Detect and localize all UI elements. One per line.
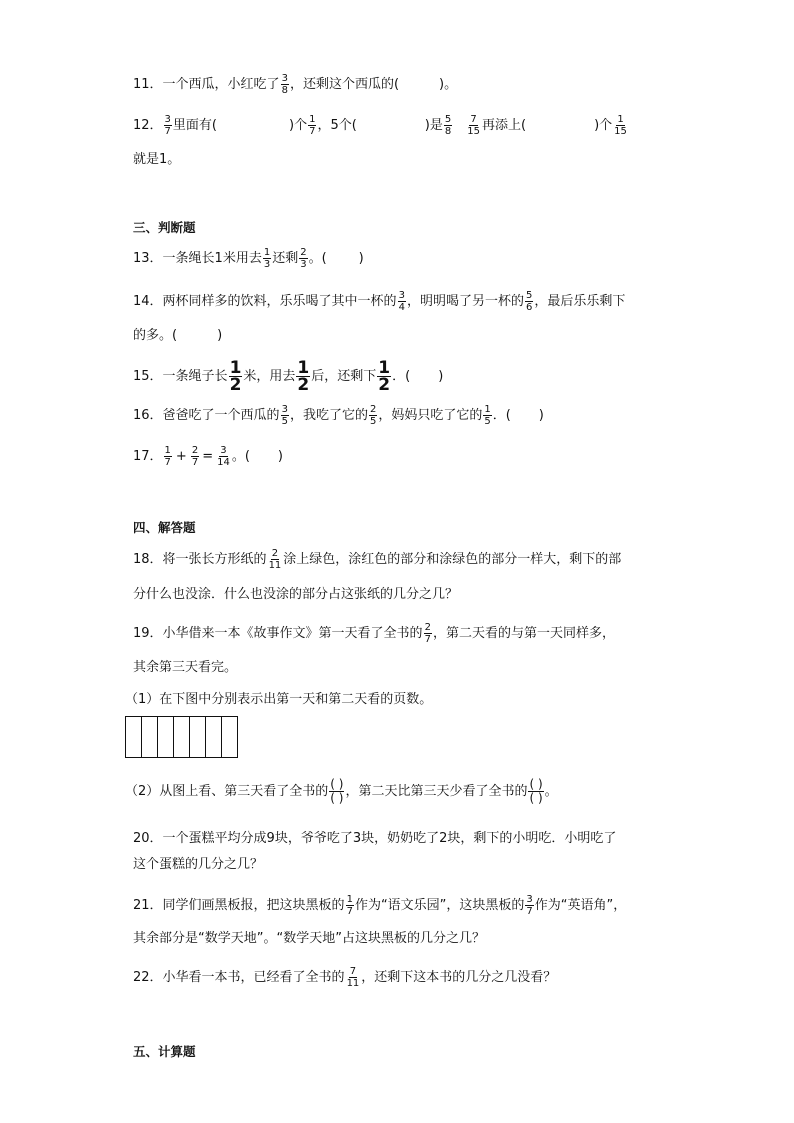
question-18: 18．将一张长方形纸的 $\frac{2}{11}$ 涂上绿色，涂红色的部分和涂绿色的部分一样大，剩下的部 [133, 548, 622, 571]
fraction: $\frac{1}{7}$ [164, 445, 171, 468]
question-18-continued: 分什么也没涂．什么也没涂的部分占这张纸的几分之几？ [133, 587, 459, 602]
fraction: $\frac{3}{7}$ [164, 114, 171, 137]
fraction: $\frac{2}{11}$ [268, 548, 282, 571]
fraction: $\frac{5}{6}$ [525, 290, 533, 313]
question-12 [133, 114, 629, 137]
question-text: )个 [289, 118, 308, 133]
question-text: 一个西瓜，小红吃了 [162, 77, 280, 92]
fraction: $\frac{2}{7}$ [424, 622, 431, 645]
fraction: $\frac{1}{2}$ [297, 358, 310, 395]
bar-segment[interactable] [190, 717, 206, 757]
bar-diagram[interactable] [125, 716, 238, 758]
fraction: $\frac{1}{7}$ [309, 114, 316, 137]
question-19-part-1: （1）在下图中分别表示出第一天和第二天看的页数。 [125, 692, 433, 707]
question-21-continued: 其余部分是“数学天地”。“数学天地”占这块黑板的几分之几？ [133, 931, 485, 946]
question-text: )。 [439, 77, 458, 92]
section-heading-judgment: 三、判断题 [133, 220, 196, 235]
question-20: 20．一个蛋糕平均分成9块，爷爷吃了3块，奶奶吃了2块，剩下的小明吃．小明吃了 [133, 831, 617, 846]
question-14-continued: 的多。( ) [133, 328, 223, 343]
fraction: $\frac{1}{15}$ [614, 114, 627, 137]
fraction: $\frac{3}{4}$ [398, 290, 405, 313]
fraction: $\frac{1}{7}$ [346, 894, 353, 917]
fraction-blank[interactable]: $\frac{( )}{( )}$ [330, 777, 344, 805]
question-text: )个 [594, 118, 613, 133]
question-21: 21．同学们画黑板报，把这块黑板的 $\frac{1}{7}$ 作为“语文乐园”，这块黑板的 $\frac{3}{7}$ 作为“英语角”， [133, 894, 627, 917]
question-number: 11． [133, 77, 163, 92]
fraction: $\frac{1}{2}$ [229, 358, 242, 395]
bar-segment[interactable] [126, 717, 142, 757]
fraction: $\frac{1}{2}$ [378, 358, 391, 395]
fraction: $\frac{2}{7}$ [191, 445, 199, 468]
question-text: ，5个( [317, 118, 357, 133]
question-15: 15．一条绳子长 $\frac{1}{2}$ 米，用去 $\frac{1}{2}$ 后，还剩下 $\frac{1}{2}$ ．( ) [133, 358, 444, 395]
question-text: ，还剩这个西瓜的( [289, 77, 400, 92]
question-text: 再添上( [481, 118, 527, 133]
section-heading-answer: 四、解答题 [133, 520, 196, 535]
question-number: 12． [133, 118, 163, 133]
question-text: 里面有( [172, 118, 217, 133]
question-13: 13．一条绳长1米用去 $\frac{1}{3}$ 还剩 $\frac{2}{3}$ 。( ) [133, 247, 364, 270]
question-20-continued: 这个蛋糕的几分之几？ [133, 857, 264, 872]
fraction: $\frac{2}{3}$ [300, 247, 307, 270]
bar-segment[interactable] [206, 717, 222, 757]
question-text: )是 [424, 118, 443, 133]
fraction: $\frac{1}{3}$ [263, 247, 271, 270]
fraction: $\frac{5}{8}$ [444, 114, 452, 137]
bar-segment[interactable] [174, 717, 190, 757]
fraction: $\frac{3}{7}$ [526, 894, 533, 917]
fraction: $\frac{7}{15}$ [467, 114, 480, 137]
bar-segment[interactable] [222, 717, 237, 757]
fraction-blank[interactable]: $\frac{( )}{( )}$ [529, 777, 543, 805]
question-22: 22．小华看一本书，已经看了全书的 $\frac{7}{11}$ ，还剩下这本书的几分之几没看？ [133, 966, 557, 989]
question-19-continued: 其余第三天看完。 [133, 660, 238, 675]
fraction: $\frac{3}{14}$ [217, 445, 230, 468]
question-16: 16．爸爸吃了一个西瓜的 $\frac{3}{5}$ ，我吃了它的 $\frac{2}{5}$ ，妈妈只吃了它的 $\frac{1}{5}$ ．( ) [133, 404, 544, 427]
fraction: $\frac{2}{5}$ [369, 404, 377, 427]
question-14: 14．两杯同样多的饮料，乐乐喝了其中一杯的 $\frac{3}{4}$ ，明明喝了另一杯的 $\frac{5}{6}$ ，最后乐乐剩下 [133, 290, 626, 313]
bar-segment[interactable] [158, 717, 174, 757]
fraction: $\frac{1}{5}$ [484, 404, 491, 427]
question-12-continued: 就是1。 [133, 152, 181, 167]
question-17: 17． $\frac{1}{7}$ + $\frac{2}{7}$ = $\frac{3}{14}$ 。( ) [133, 445, 283, 468]
fraction: $\frac{7}{11}$ [346, 966, 360, 989]
question-11 [133, 73, 457, 96]
bar-segment[interactable] [142, 717, 158, 757]
question-19: 19．小华借来一本《故事作文》第一天看了全书的 $\frac{2}{7}$ ，第二天看的与第一天同样多， [133, 622, 615, 645]
question-19-part-2: （2）从图上看、第三天看了全书的 $\frac{( )}{( )}$ ，第二天比第三天少看了全书的 $\frac{( )}{( )}$ 。 [125, 777, 558, 805]
fraction: $\frac{3}{8}$ [281, 73, 288, 96]
section-heading-calculation: 五、计算题 [133, 1044, 196, 1059]
fraction: $\frac{3}{5}$ [281, 404, 288, 427]
